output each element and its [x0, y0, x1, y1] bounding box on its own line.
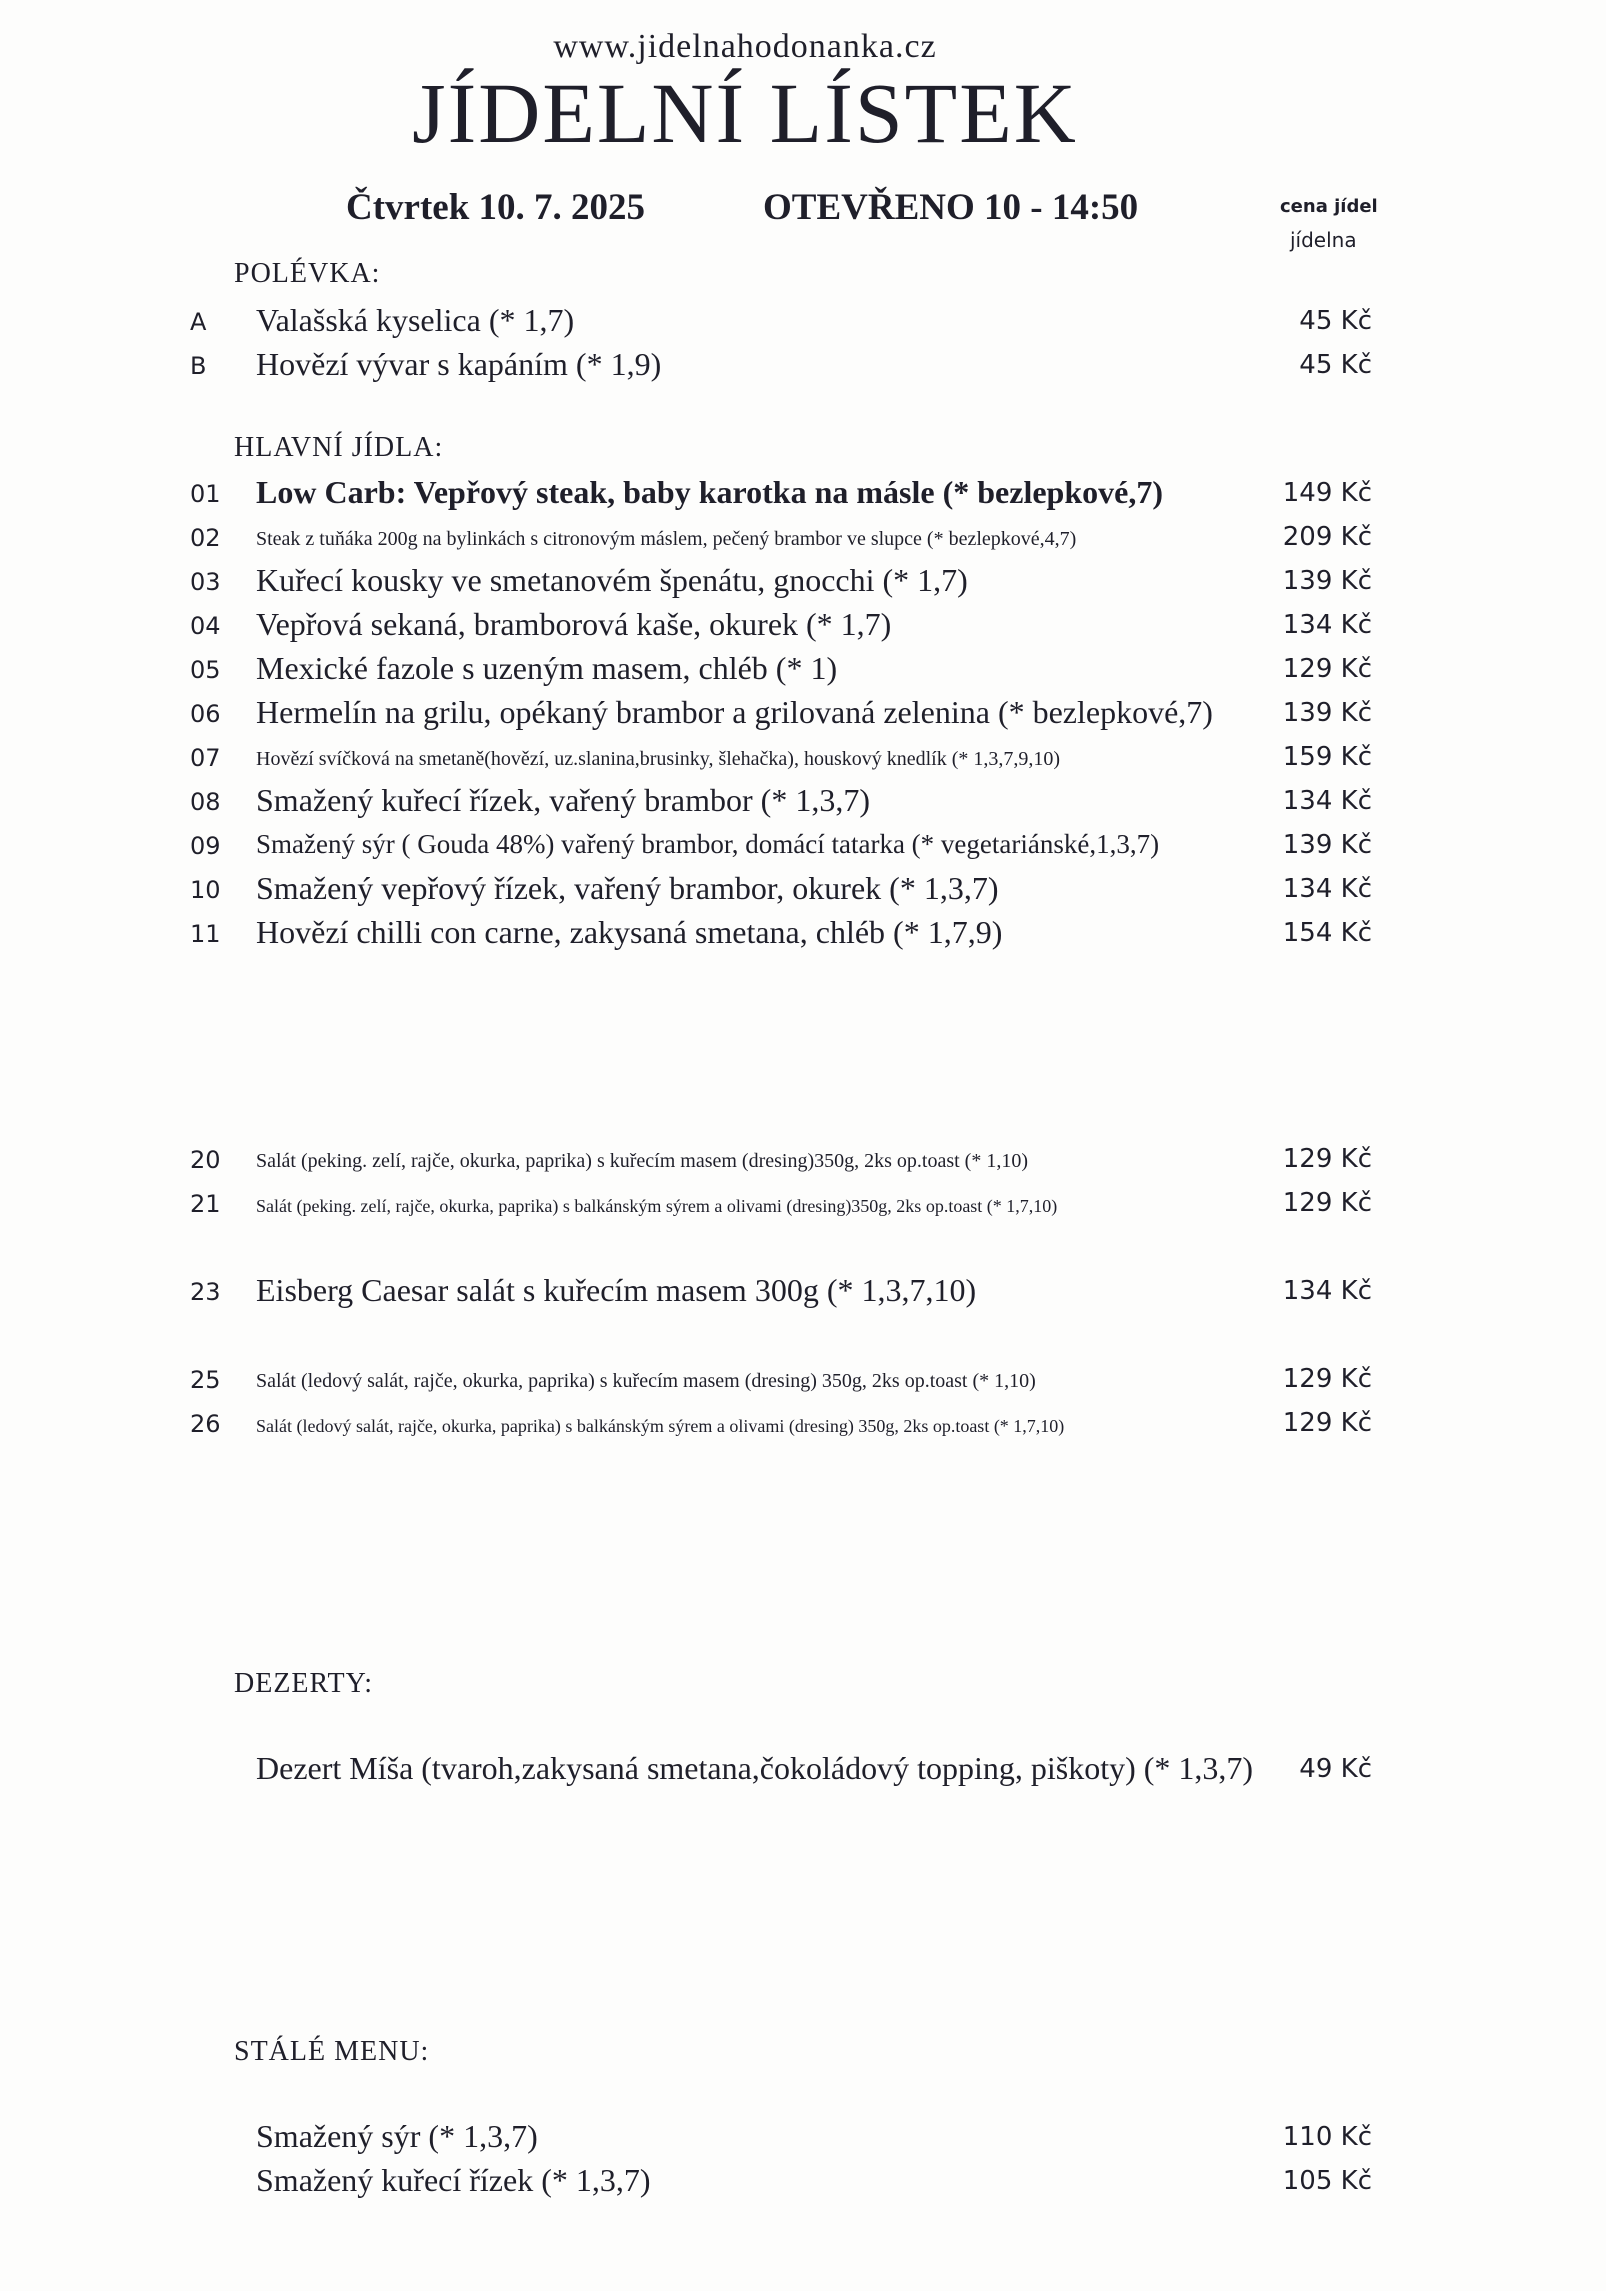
item-price: 134 Kč — [1282, 1276, 1372, 1306]
item-price: 154 Kč — [1282, 918, 1372, 948]
item-name: Hovězí chilli con carne, zakysaná smetana, chléb (* 1,7,9) — [256, 914, 1003, 950]
item-name: Steak z tuňáka 200g na bylinkách s citronovým máslem, pečený brambor ve slupce (* bezlepkové,4,7) — [256, 528, 1077, 550]
item-price: 134 Kč — [1282, 610, 1372, 640]
item-code: 21 — [190, 1190, 221, 1218]
item-code: 07 — [190, 744, 221, 772]
menu-row-salad-20 — [0, 1140, 1606, 1184]
section-heading-soups: POLÉVKA: — [234, 258, 381, 289]
section-heading-desserts: DEZERTY: — [234, 1668, 374, 1699]
item-name: Mexické fazole s uzeným masem, chléb (* 1) — [256, 650, 838, 686]
item-name: Salát (ledový salát, rajče, okurka, paprika) s balkánským sýrem a olivami (dresing) 350g, 2ks op.toast (* 1,7,10) — [256, 1416, 1065, 1436]
item-code: B — [190, 352, 207, 380]
item-code: 03 — [190, 568, 221, 596]
item-price: 159 Kč — [1282, 742, 1372, 772]
item-code: 26 — [190, 1410, 221, 1438]
menu-row-salad-23 — [0, 1272, 1606, 1316]
section-heading-mains: HLAVNÍ JÍDLA: — [234, 432, 444, 463]
item-price: 139 Kč — [1282, 830, 1372, 860]
menu-row-main-01 — [0, 474, 1606, 518]
item-name: Salát (peking. zelí, rajče, okurka, paprika) s kuřecím masem (dresing)350g, 2ks op.toast (* 1,10) — [256, 1150, 1029, 1172]
website-url: www.jidelnahodonanka.cz — [553, 28, 937, 65]
item-price: 129 Kč — [1282, 1364, 1372, 1394]
menu-row-dessert — [0, 1750, 1606, 1794]
opening-hours: OTEVŘENO 10 - 14:50 — [763, 187, 1139, 228]
item-code: 20 — [190, 1146, 221, 1174]
menu-row-main-05 — [0, 650, 1606, 694]
item-code: A — [190, 308, 207, 336]
menu-row-main-09 — [0, 826, 1606, 870]
item-price: 49 Kč — [1299, 1754, 1372, 1784]
item-name: Hovězí vývar s kapáním (* 1,9) — [256, 346, 662, 382]
item-code: 11 — [190, 920, 221, 948]
item-code: 08 — [190, 788, 221, 816]
item-name: Vepřová sekaná, bramborová kaše, okurek (* 1,7) — [256, 606, 892, 642]
price-column-header: cena jídel — [1280, 196, 1378, 217]
item-name: Salát (ledový salát, rajče, okurka, paprika) s kuřecím masem (dresing) 350g, 2ks op.toast (* 1,10) — [256, 1370, 1036, 1392]
item-price: 129 Kč — [1282, 1188, 1372, 1218]
menu-row-main-10 — [0, 870, 1606, 914]
menu-row-soup-a — [0, 302, 1606, 346]
item-code: 04 — [190, 612, 221, 640]
menu-row-main-02 — [0, 518, 1606, 562]
item-code: 02 — [190, 524, 221, 552]
item-code: 01 — [190, 480, 221, 508]
menu-row-permanent-2 — [0, 2162, 1606, 2206]
price-column-subheader: jídelna — [1290, 228, 1357, 252]
menu-row-main-11 — [0, 914, 1606, 958]
item-name: Salát (peking. zelí, rajče, okurka, paprika) s balkánským sýrem a olivami (dresing)350g, 2ks op.toast (* 1,7,10) — [256, 1196, 1058, 1216]
item-code: 06 — [190, 700, 221, 728]
menu-row-main-04 — [0, 606, 1606, 650]
item-price: 45 Kč — [1299, 350, 1372, 380]
item-price: 129 Kč — [1282, 1144, 1372, 1174]
item-name: Low Carb: Vepřový steak, baby karotka na másle (* bezlepkové,7) — [256, 474, 1163, 510]
item-code: 05 — [190, 656, 221, 684]
item-price: 209 Kč — [1282, 522, 1372, 552]
menu-row-salad-21 — [0, 1184, 1606, 1228]
item-name: Smažený kuřecí řízek (* 1,3,7) — [256, 2162, 651, 2198]
item-name: Dezert Míša (tvaroh,zakysaná smetana,čokoládový topping, piškoty) (* 1,3,7) — [256, 1750, 1254, 1786]
menu-row-main-08 — [0, 782, 1606, 826]
item-name: Eisberg Caesar salát s kuřecím masem 300g (* 1,3,7,10) — [256, 1272, 977, 1308]
menu-row-permanent-1 — [0, 2118, 1606, 2162]
menu-row-main-06 — [0, 694, 1606, 738]
item-price: 105 Kč — [1282, 2166, 1372, 2196]
item-name: Kuřecí kousky ve smetanovém špenátu, gnocchi (* 1,7) — [256, 562, 968, 598]
item-code: 09 — [190, 832, 221, 860]
page-title: JÍDELNÍ LÍSTEK — [412, 65, 1078, 161]
item-name: Hovězí svíčková na smetaně(hovězí, uz.slanina,brusinky, šlehačka), houskový knedlík (* 1,3,7,9,10) — [256, 748, 1061, 770]
menu-row-main-03 — [0, 562, 1606, 606]
section-heading-permanent-menu: STÁLÉ MENU: — [234, 2036, 430, 2067]
item-price: 110 Kč — [1282, 2122, 1372, 2152]
item-price: 45 Kč — [1299, 306, 1372, 336]
item-price: 139 Kč — [1282, 698, 1372, 728]
menu-row-main-07 — [0, 738, 1606, 782]
menu-date: Čtvrtek 10. 7. 2025 — [346, 187, 646, 228]
item-name: Hermelín na grilu, opékaný brambor a grilovaná zelenina (* bezlepkové,7) — [256, 694, 1213, 730]
item-price: 129 Kč — [1282, 654, 1372, 684]
item-price: 149 Kč — [1282, 478, 1372, 508]
item-price: 134 Kč — [1282, 874, 1372, 904]
menu-row-salad-26 — [0, 1404, 1606, 1448]
item-code: 23 — [190, 1278, 221, 1306]
item-price: 129 Kč — [1282, 1408, 1372, 1438]
item-price: 139 Kč — [1282, 566, 1372, 596]
item-price: 134 Kč — [1282, 786, 1372, 816]
item-name: Smažený vepřový řízek, vařený brambor, okurek (* 1,3,7) — [256, 870, 999, 906]
item-name: Smažený sýr ( Gouda 48%) vařený brambor, domácí tatarka (* vegetariánské,1,3,7) — [256, 829, 1160, 859]
item-code: 10 — [190, 876, 221, 904]
menu-row-salad-25 — [0, 1360, 1606, 1404]
item-code: 25 — [190, 1366, 221, 1394]
item-name: Valašská kyselica (* 1,7) — [256, 302, 575, 338]
item-name: Smažený sýr (* 1,3,7) — [256, 2118, 538, 2154]
item-name: Smažený kuřecí řízek, vařený brambor (* 1,3,7) — [256, 782, 870, 818]
menu-row-soup-b — [0, 346, 1606, 390]
